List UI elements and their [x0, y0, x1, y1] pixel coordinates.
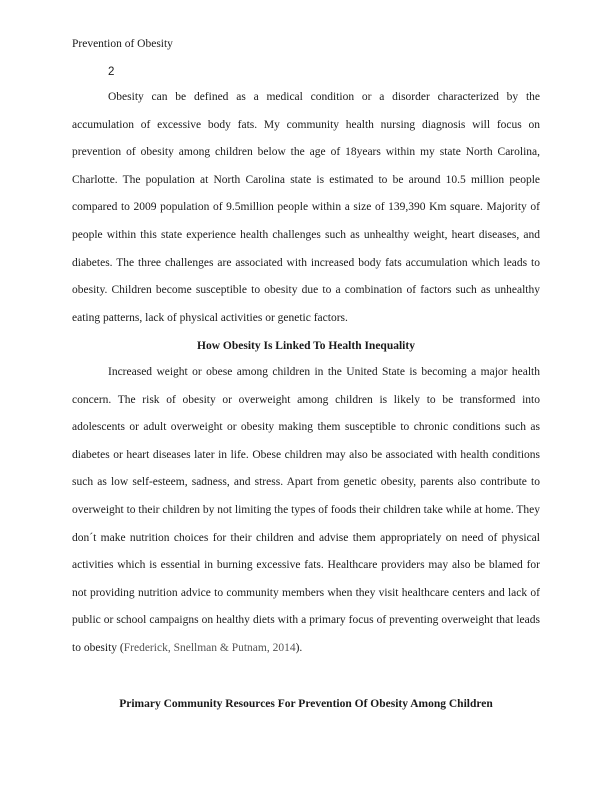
section-heading-health-inequality: How Obesity Is Linked To Health Inequality [197, 340, 415, 352]
section-heading-community-resources: Primary Community Resources For Prevention Of Obesity Among Children [119, 698, 493, 710]
page-number: 2 [108, 66, 115, 78]
paragraph-introduction: Obesity can be defined as a medical condition or a disorder characterized by the accumulation of excessive body fats. My community health nursing diagnosis will focus on prevention of obesity among children below the age of 18years within my state North Carolina, Charlotte. The population at North Carolina state is estimated to be around 10.5 million people compared to 2009 population of 9.5million people within a size of 139,390 Km square. Majority of people within this state experience health challenges such as unhealthy weight, heart diseases, and diabetes. The three challenges are associated with increased body fats accumulation which leads to obesity. Children become susceptible to obesity due to a combination of factors such as unhealthy eating patterns, lack of physical activities or genetic factors. [72, 91, 540, 324]
citation: Frederick, Snellman & Putnam, 2014 [123, 641, 296, 654]
paragraph-health-inequality [72, 359, 540, 663]
paragraph-health-inequality-text: Increased weight or obese among children in the United State is becoming a major health concern. The risk of obesity or overweight among children is likely to be transformed into adolescents or adult overweight or obesity making them susceptible to chronic conditions such as diabetes or heart diseases later in life. Obese children may also be associated with health conditions such as low self-esteem, sadness, and stress. Apart from genetic obesity, parents also contribute to overweight to their children by not limiting the types of foods their children take while at home. They don´t make nutrition choices for their children and advise them appropriately on need of physical activities which is essential in burning excessive fats. Healthcare providers may also be blamed for not providing nutrition advice to community members when they visit healthcare centers and lack of public or school campaigns on healthy diets with a primary focus of preventing overweight that leads to obesity ( [72, 366, 540, 654]
paragraph-health-inequality-end: ). [295, 641, 303, 654]
running-head: Prevention of Obesity [72, 38, 173, 50]
